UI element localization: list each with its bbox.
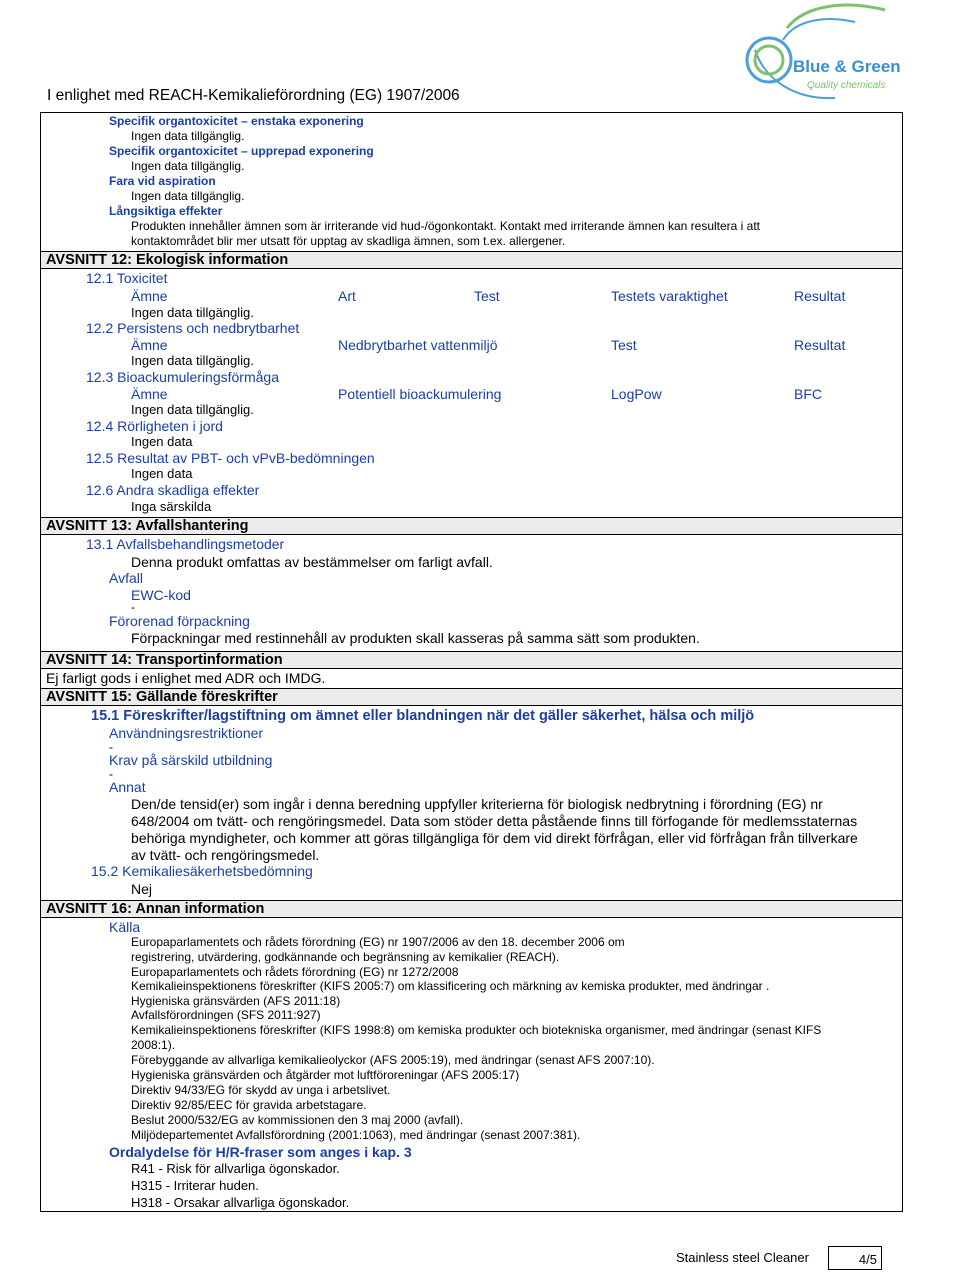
subheading-phrases: Ordalydelse för H/R-fraser som anges i kap. 3 (109, 1144, 412, 1160)
subheading-avfall: Avfall (109, 570, 143, 586)
section-title: AVSNITT 13: Avfallshantering (46, 518, 249, 534)
section-title: AVSNITT 16: Annan information (46, 901, 265, 917)
phrase-line: R41 - Risk för allvarliga ögonskador. (131, 1161, 340, 1176)
column-header: LogPow (611, 386, 662, 402)
value-text: 648/2004 om tvätt- och rengöringsmedel. Data som stöder detta påstående finns till förfogande för medlemsstaternas (131, 813, 858, 829)
section-14-header (41, 651, 902, 669)
reference-line: Kemikalieinspektionens föreskrifter (KIFS 1998:8) om kemiska produkter och biotekniska organismer, med ändringar (senast KIFS (131, 1023, 822, 1037)
section-12-header (41, 251, 902, 269)
reference-line: Hygieniska gränsvärden (AFS 2011:18) (131, 994, 341, 1008)
subsection-12-2: 12.2 Persistens och nedbrytbarhet (86, 320, 300, 336)
value-text: Ej farligt gods i enlighet med ADR och IMDG. (46, 670, 326, 686)
column-header: Test (474, 288, 500, 304)
reference-line: Direktiv 94/33/EG för skydd av unga i arbetslivet. (131, 1083, 391, 1097)
value-text: Förpackningar med restinnehåll av produkten skall kasseras på samma sätt som produkten. (131, 630, 700, 646)
reference-line: registrering, utvärdering, godkännande och begränsning av kemikalier (REACH). (131, 950, 560, 964)
subsection-13-1: 13.1 Avfallsbehandlingsmetoder (86, 536, 285, 552)
subsection-12-5: 12.5 Resultat av PBT- och vPvB-bedömningen (86, 450, 375, 466)
value-text: Ingen data tillgänglig. (131, 159, 245, 173)
column-header: Art (338, 288, 356, 304)
svg-text:Blue & Green: Blue & Green (793, 57, 901, 76)
value-text: Denna produkt omfattas av bestämmelser om farligt avfall. (131, 554, 493, 570)
value-text: kontaktområdet blir mer utsatt för upptag av skadliga ämnen, som t.ex. allergener. (131, 234, 566, 248)
value-text: - (109, 740, 113, 754)
value-text: Ingen data tillgänglig. (131, 129, 245, 143)
value-text: Ingen data (131, 466, 193, 481)
value-text: Inga särskilda (131, 499, 212, 514)
reference-line: Miljödepartementet Avfallsförordning (2001:1063), med ändringar (senast 2007:381). (131, 1128, 581, 1142)
value-text: Ingen data (131, 434, 193, 449)
reference-line: Hygieniska gränsvärden och åtgärder mot luftföroreningar (AFS 2005:17) (131, 1068, 520, 1082)
column-header: Ämne (131, 288, 168, 304)
subsection-12-6: 12.6 Andra skadliga effekter (86, 482, 260, 498)
subheading-training: Krav på särskild utbildning (109, 752, 273, 768)
subheading-contaminated-packaging: Förorenad förpackning (109, 613, 250, 629)
section-15-header (41, 688, 902, 706)
subsection-12-4: 12.4 Rörligheten i jord (86, 418, 223, 434)
value-text: av tvätt- och rengöringsmedel. (131, 847, 320, 863)
phrase-line: H315 - Irriterar huden. (131, 1178, 259, 1193)
subheading-long-term: Långsiktiga effekter (109, 204, 223, 218)
section-title: AVSNITT 12: Ekologisk information (46, 252, 289, 268)
section-title: AVSNITT 15: Gällande föreskrifter (46, 689, 278, 705)
value-text: - (109, 767, 113, 781)
company-logo (735, 0, 960, 110)
page-number: 4/5 (828, 1246, 882, 1270)
column-header: Ämne (131, 337, 168, 353)
reference-line: Direktiv 92/85/EEC för gravida arbetstagare. (131, 1098, 367, 1112)
value-text: Ingen data tillgänglig. (131, 189, 245, 203)
value-text: Produkten innehåller ämnen som är irriterande vid hud-/ögonkontakt. Kontakt med irriterande ämnen kan resultera i att (131, 219, 761, 233)
column-header: Test (611, 337, 637, 353)
subheading-other: Annat (109, 779, 146, 795)
subsection-12-3: 12.3 Bioackumuleringsförmåga (86, 369, 279, 385)
column-header: Ämne (131, 386, 168, 402)
reference-line: Kemikalieinspektionens föreskrifter (KIFS 2005:7) om klassificering och märkning av kemiska produkter, med ändringar . (131, 979, 770, 993)
footer-product-name: Stainless steel Cleaner (676, 1250, 809, 1265)
subsection-12-1: 12.1 Toxicitet (86, 270, 168, 286)
subheading-aspiration: Fara vid aspiration (109, 174, 216, 188)
column-header: Resultat (794, 337, 846, 353)
value-text: Ingen data tillgänglig. (131, 353, 254, 368)
column-header: Potentiell bioackumulering (338, 386, 502, 402)
reference-line: 2008:1). (131, 1038, 176, 1052)
section-16-header (41, 900, 902, 918)
column-header: Nedbrytbarhet vattenmiljö (338, 337, 498, 353)
value-text: Nej (131, 881, 153, 897)
reference-line: Förebyggande av allvarliga kemikalieolyckor (AFS 2005:19), med ändringar (senast AFS 2007:10). (131, 1053, 655, 1067)
subsection-15-2: 15.2 Kemikaliesäkerhetsbedömning (91, 863, 313, 879)
column-header: BFC (794, 386, 822, 402)
subheading-source: Källa (109, 919, 141, 935)
value-text: behöriga myndigheter, och kommer att göras tillgängliga för dem vid direkt förfrågan, eller vid förfrågan från tillverkare (131, 830, 858, 846)
subheading-stot-repeated: Specifik organtoxicitet – upprepad exponering (109, 144, 374, 158)
value-text: Ingen data tillgänglig. (131, 402, 254, 417)
svg-text:Quality chemicals: Quality chemicals (807, 80, 886, 91)
reference-line: Europaparlamentets och rådets förordning (EG) nr 1907/2006 av den 18. december 2006 om (131, 935, 625, 949)
document-header-title: I enlighet med REACH-Kemikalieförordning (EG) 1907/2006 (47, 87, 460, 104)
reference-line: Beslut 2000/532/EG av kommissionen den 3 maj 2000 (avfall). (131, 1113, 464, 1127)
reference-line: Europaparlamentets och rådets förordning (EG) nr 1272/2008 (131, 965, 459, 979)
value-text: Den/de tensid(er) som ingår i denna beredning uppfyller kriterierna för biologisk nedbrytning i förordning (EG) nr (131, 796, 823, 812)
reference-line: Avfallsförordningen (SFS 2011:927) (131, 1008, 321, 1022)
section-title: AVSNITT 14: Transportinformation (46, 652, 283, 668)
column-header: Resultat (794, 288, 846, 304)
subsection-15-1: 15.1 Föreskrifter/lagstiftning om ämnet eller blandningen när det gäller säkerhet, hälsa och miljö (91, 708, 755, 724)
value-text: - (131, 600, 135, 614)
subheading-stot-single: Specifik organtoxicitet – enstaka exponering (109, 114, 364, 128)
phrase-line: H318 - Orsakar allvarliga ögonskador. (131, 1195, 350, 1210)
column-header: Testets varaktighet (611, 288, 728, 304)
section-13-header (41, 517, 902, 535)
subheading-ewc: EWC-kod (131, 587, 191, 603)
subheading-usage-restrictions: Användningsrestriktioner (109, 725, 264, 741)
value-text: Ingen data tillgänglig. (131, 305, 254, 320)
